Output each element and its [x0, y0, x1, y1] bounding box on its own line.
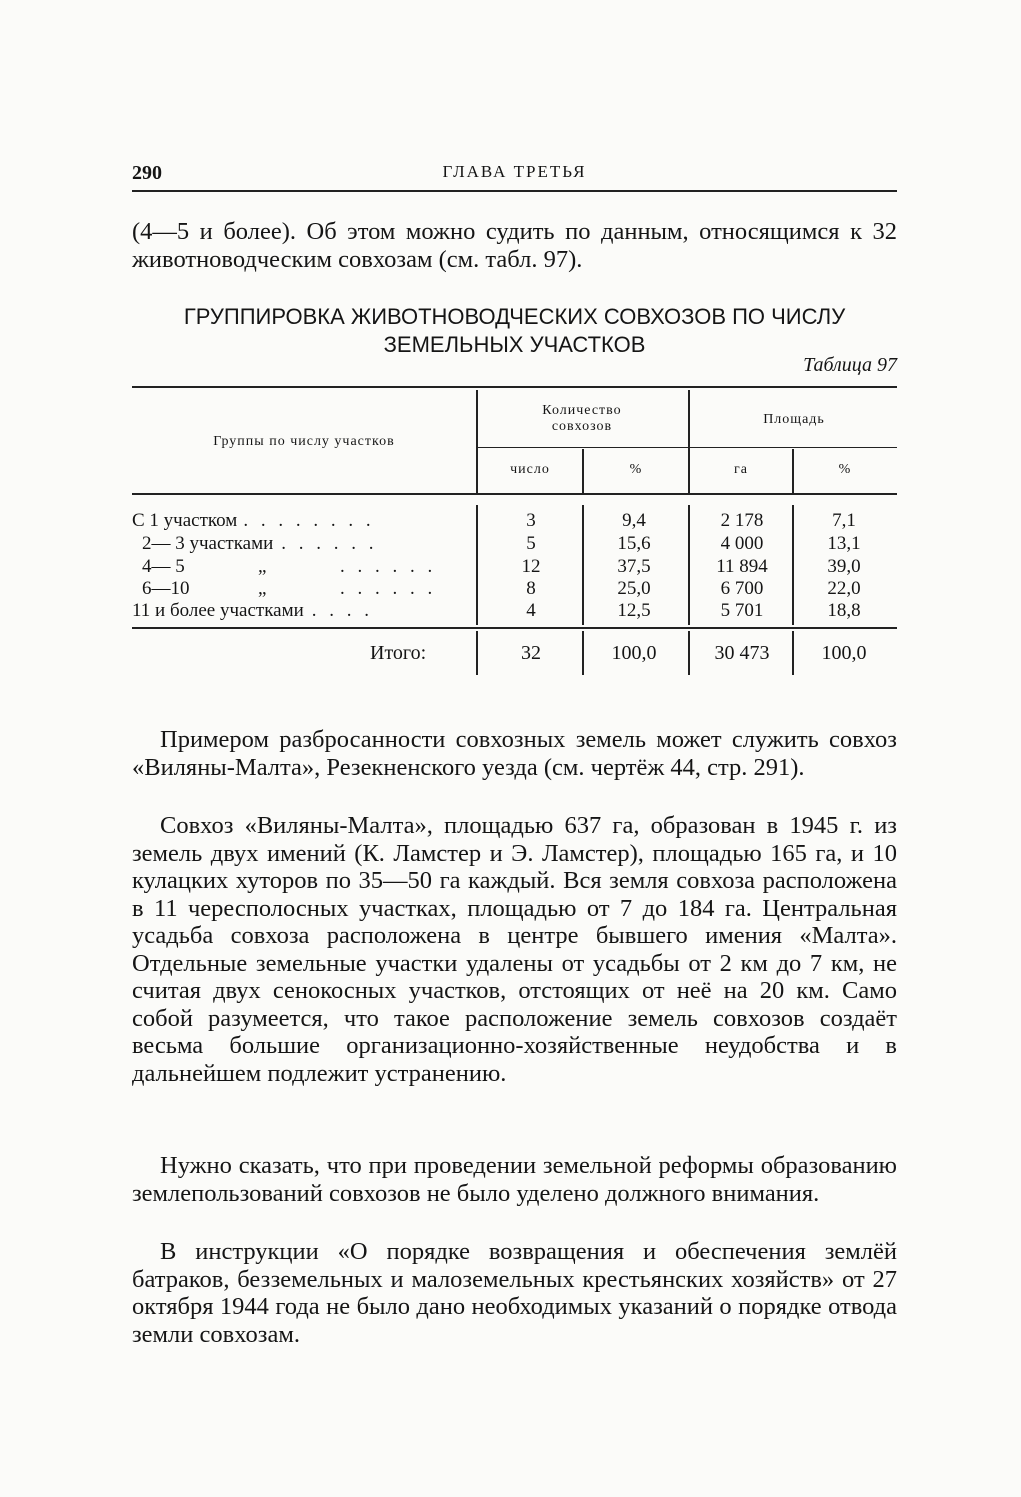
cell-percent-count: 15,6 [617, 533, 651, 554]
paragraph-sovkhoz-description: Совхоз «Виляны-Малта», площадью 637 га, образован в 1945 г. из земель двух имений (К. Ламстер и Э. Ламстер), площадью 165 га, и 10 кулацких хуторов по 35—50 га каждый. Вся земля совхоза расположена в 11 чересполосных участках, площадью от 7 до 184 га. Центральная усадьба совхоза расположена в центре бывшего имения «Малта». Отдельные земельные участки удалены от усадьбы от 2 км до 7 км, не считая двух сенокосных участков, отстоящих от неё на 20 км. Само собой разумеется, что такое расположение земель совхозов создаёт весьма большие организационно-хозяйственные неудобства и в дальнейшем подлежит устранению. [132, 812, 897, 1087]
cell-percent-count: 25,0 [617, 578, 651, 599]
cell-area-ha: 6 700 [720, 578, 764, 599]
cell-number: 3 [526, 510, 536, 531]
leader-dots: . . . . . . [281, 533, 378, 554]
row-label: 6—10 [142, 578, 190, 599]
cell-number: 5 [526, 533, 536, 554]
table-row [132, 510, 897, 534]
leader-dots: . . . . . . [340, 578, 437, 599]
cell-number: 12 [521, 556, 541, 577]
col-header-group: Группы по числу участков [213, 434, 395, 449]
cell-area-ha: 11 894 [716, 556, 768, 577]
leader-dots: . . . . . . [340, 556, 437, 577]
running-head [132, 160, 897, 186]
cell-percent-area: 7,1 [832, 510, 856, 531]
cell-area-ha: 4 000 [720, 533, 764, 554]
table-row [132, 556, 897, 580]
table-top-rule [132, 386, 897, 388]
row-label-text: С 1 участком [132, 510, 238, 531]
paragraph-instruction: В инструкции «О порядке возвращения и обеспечения землёй батраков, безземельных и малоземельных крестьянских хозяйств» от 27 октября 1944 года не было дано необходимых указаний о порядке отвода земли совхозам. [132, 1238, 897, 1348]
row-label [132, 600, 373, 622]
leader-dots: . . . . [311, 600, 374, 621]
total-percent-count: 100,0 [611, 642, 657, 664]
table-subheader-rule [476, 447, 897, 448]
row-label-text: 2— 3 участками [142, 533, 274, 554]
table-row [132, 600, 897, 624]
subheader-percent-1: % [629, 462, 643, 477]
cell-area-ha: 2 178 [720, 510, 764, 531]
cell-percent-area: 13,1 [827, 533, 861, 554]
cell-area-ha: 5 701 [720, 600, 764, 621]
col-header-area: Площадь [763, 412, 825, 427]
ditto-mark: „ [258, 578, 267, 599]
table-title-line-1: ГРУППИРОВКА ЖИВОТНОВОДЧЕСКИХ СОВХОЗОВ ПО ЧИСЛУ [183, 304, 846, 329]
table-total-rule [132, 627, 897, 629]
total-number: 32 [521, 642, 541, 664]
table-total-row [132, 642, 897, 666]
table-row [132, 533, 897, 557]
intro-paragraph: (4—5 и более). Об этом можно судить по данным, относящимся к 32 животноводческим совхозам (см. табл. 97). [132, 218, 897, 273]
paragraph-land-reform: Нужно сказать, что при проведении земельной реформы образованию землепользований совхозов не было уделено должного внимания. [132, 1152, 897, 1207]
cell-percent-count: 12,5 [617, 600, 651, 621]
row-label: 4— 5 [142, 556, 185, 577]
row-label-text: 11 и более участками [132, 600, 304, 621]
col-header-count: Количество совхозов [542, 403, 622, 434]
ditto-mark: „ [258, 556, 267, 577]
cell-number: 8 [526, 578, 536, 599]
subheader-number: число [510, 462, 550, 477]
cell-percent-count: 37,5 [617, 556, 651, 577]
row-label [132, 510, 375, 532]
subheader-ha: га [734, 462, 748, 477]
table-title [132, 303, 897, 359]
table-title-line-2: ЗЕМЕЛЬНЫХ УЧАСТКОВ [383, 332, 646, 357]
paragraph-example: Примером разбросанности совхозных земель может служить совхоз «Виляны-Малта», Резекненского уезда (см. чертёж 44, стр. 291). [132, 726, 897, 781]
total-area-ha: 30 473 [714, 642, 770, 664]
total-percent-area: 100,0 [821, 642, 867, 664]
chapter-title: ГЛАВА ТРЕТЬЯ [442, 162, 587, 181]
table-label: Таблица 97 [803, 354, 897, 376]
header-rule [132, 190, 897, 192]
total-label: Итого: [370, 642, 427, 664]
table-header-rule [132, 493, 897, 495]
cell-percent-area: 18,8 [827, 600, 861, 621]
leader-dots: . . . . . . . . [243, 510, 375, 531]
cell-percent-area: 22,0 [827, 578, 861, 599]
cell-percent-area: 39,0 [827, 556, 861, 577]
page-number: 290 [132, 162, 162, 184]
cell-percent-count: 9,4 [622, 510, 646, 531]
table-row [132, 578, 897, 602]
subheader-percent-2: % [838, 462, 852, 477]
row-label [142, 533, 378, 555]
cell-number: 4 [526, 600, 536, 621]
